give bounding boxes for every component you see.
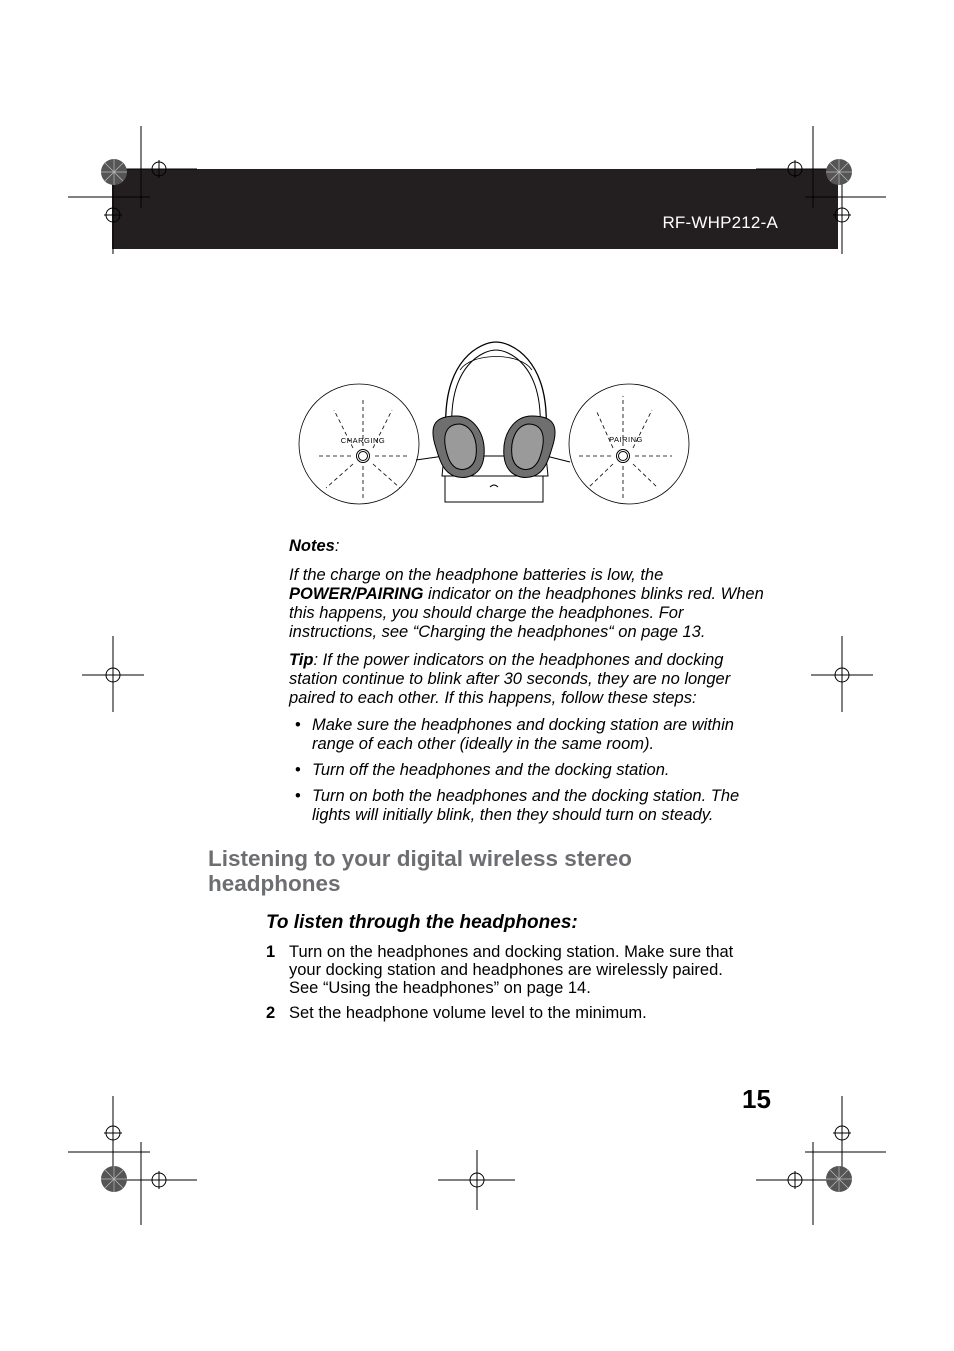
bullet-text: Turn off the headphones and the docking station. — [312, 761, 670, 779]
notes-heading — [289, 537, 769, 556]
notes-paragraph — [289, 566, 769, 642]
page-number: 15 — [742, 1084, 771, 1114]
notes-text-pre: If the charge on the headphone batteries is low, the — [289, 566, 664, 584]
notes-colon: : — [334, 537, 340, 555]
notes-label: Notes — [289, 537, 335, 555]
step-number: 1 — [266, 943, 276, 961]
model-number: RF-WHP212-A — [662, 213, 778, 232]
list-item — [266, 1004, 756, 1022]
tip-label: Tip — [289, 651, 314, 669]
bullet-text: Make sure the headphones and docking station are within range of each other (ideally in the same room). — [312, 716, 734, 753]
steps-list — [266, 943, 756, 1029]
tip-bullet-list — [295, 716, 775, 832]
list-item — [295, 761, 775, 780]
step-number: 2 — [266, 1004, 276, 1022]
step-text: Set the headphone volume level to the minimum. — [289, 1004, 647, 1022]
list-item — [266, 943, 756, 997]
pairing-label: PAIRING — [609, 435, 643, 444]
list-item — [295, 716, 775, 754]
bullet: • — [295, 716, 301, 734]
charging-label: CHARGING — [340, 436, 386, 445]
tip-text: : If the power indicators on the headphones and docking station continue to blink after 30 seconds, they are no longer paired to each other. If this happens, follow these steps: — [289, 651, 731, 707]
procedure-heading: To listen through the headphones: — [266, 912, 578, 933]
bullet-text: Turn on both the headphones and the docking station. The lights will initially blink, then they should turn on steady. — [312, 787, 740, 824]
bullet: • — [295, 787, 301, 805]
section-heading: Listening to your digital wireless stereo headphones — [208, 846, 632, 896]
tip-paragraph — [289, 651, 769, 708]
step-text: Turn on the headphones and docking station. Make sure that your docking station and headphones are wirelessly paired. See “Using the headphones” on page 14. — [289, 943, 734, 997]
notes-text-post: indicator on the headphones blinks red. When this happens, you should charge the headphones. For instructions, see “Charging the headphones“ on page 13. — [289, 585, 764, 641]
header-bar — [112, 169, 838, 249]
bullet: • — [295, 761, 301, 779]
pairing-callout-circle — [569, 384, 689, 504]
power-pairing-term: POWER/PAIRING — [289, 585, 424, 603]
list-item — [295, 787, 775, 825]
headphones-docking-illustration — [296, 338, 692, 514]
